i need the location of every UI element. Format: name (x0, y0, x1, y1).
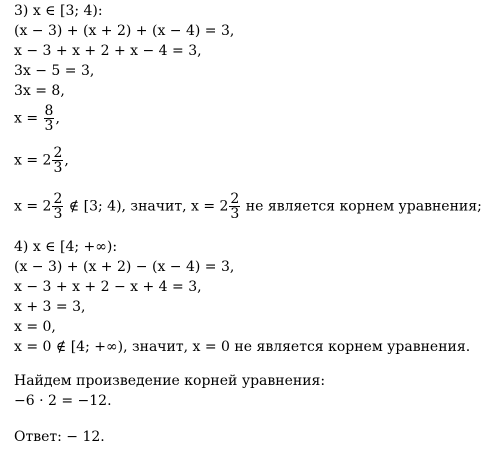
eq7-tail: не является корнем уравнения; (241, 198, 482, 215)
eq5-lhs: x = (14, 110, 39, 127)
fraction (229, 192, 240, 221)
case4-heading: 4) x ∈ [4; +∞): (14, 239, 118, 255)
fraction (44, 104, 55, 133)
case3-eq6 (14, 146, 69, 175)
denominator: 3 (53, 160, 63, 176)
numerator: 8 (44, 103, 54, 119)
case4-eq4: x = 0, (14, 319, 56, 335)
fraction (52, 192, 63, 221)
case4-eq2: x − 3 + x + 2 − x + 4 = 3, (14, 279, 202, 295)
eq7-lhs: x = 2 (14, 198, 52, 215)
case3-heading: 3) x ∈ [3; 4): (14, 3, 103, 19)
numerator: 2 (230, 191, 240, 207)
case3-eq1: (x − 3) + (x + 2) + (x − 4) = 3, (14, 23, 235, 39)
case3-eq7 (14, 192, 482, 221)
case3-eq2: x − 3 + x + 2 + x − 4 = 3, (14, 43, 202, 59)
eq7-mid: ∉ [3; 4), значит, x = 2 (64, 198, 229, 215)
numerator: 2 (53, 191, 63, 207)
case3-eq4: 3x = 8, (14, 83, 65, 99)
case4-eq5: x = 0 ∉ [4; +∞), значит, x = 0 не является корнем уравнения. (14, 339, 471, 355)
case4-eq3: x + 3 = 3, (14, 299, 86, 315)
numerator: 2 (53, 145, 63, 161)
case3-eq3: 3x − 5 = 3, (14, 63, 95, 79)
denominator: 3 (44, 118, 54, 134)
fraction (52, 146, 63, 175)
eq6-tail: , (64, 152, 69, 169)
product-calc: −6 · 2 = −12. (14, 393, 112, 409)
product-label: Найдем произведение корней уравнения: (14, 373, 326, 389)
denominator: 3 (230, 206, 240, 222)
eq6-lhs: x = 2 (14, 152, 52, 169)
case4-eq1: (x − 3) + (x + 2) − (x − 4) = 3, (14, 259, 235, 275)
denominator: 3 (53, 206, 63, 222)
eq5-tail: , (55, 110, 60, 127)
case3-eq5 (14, 104, 60, 133)
answer: Ответ: − 12. (14, 429, 105, 445)
